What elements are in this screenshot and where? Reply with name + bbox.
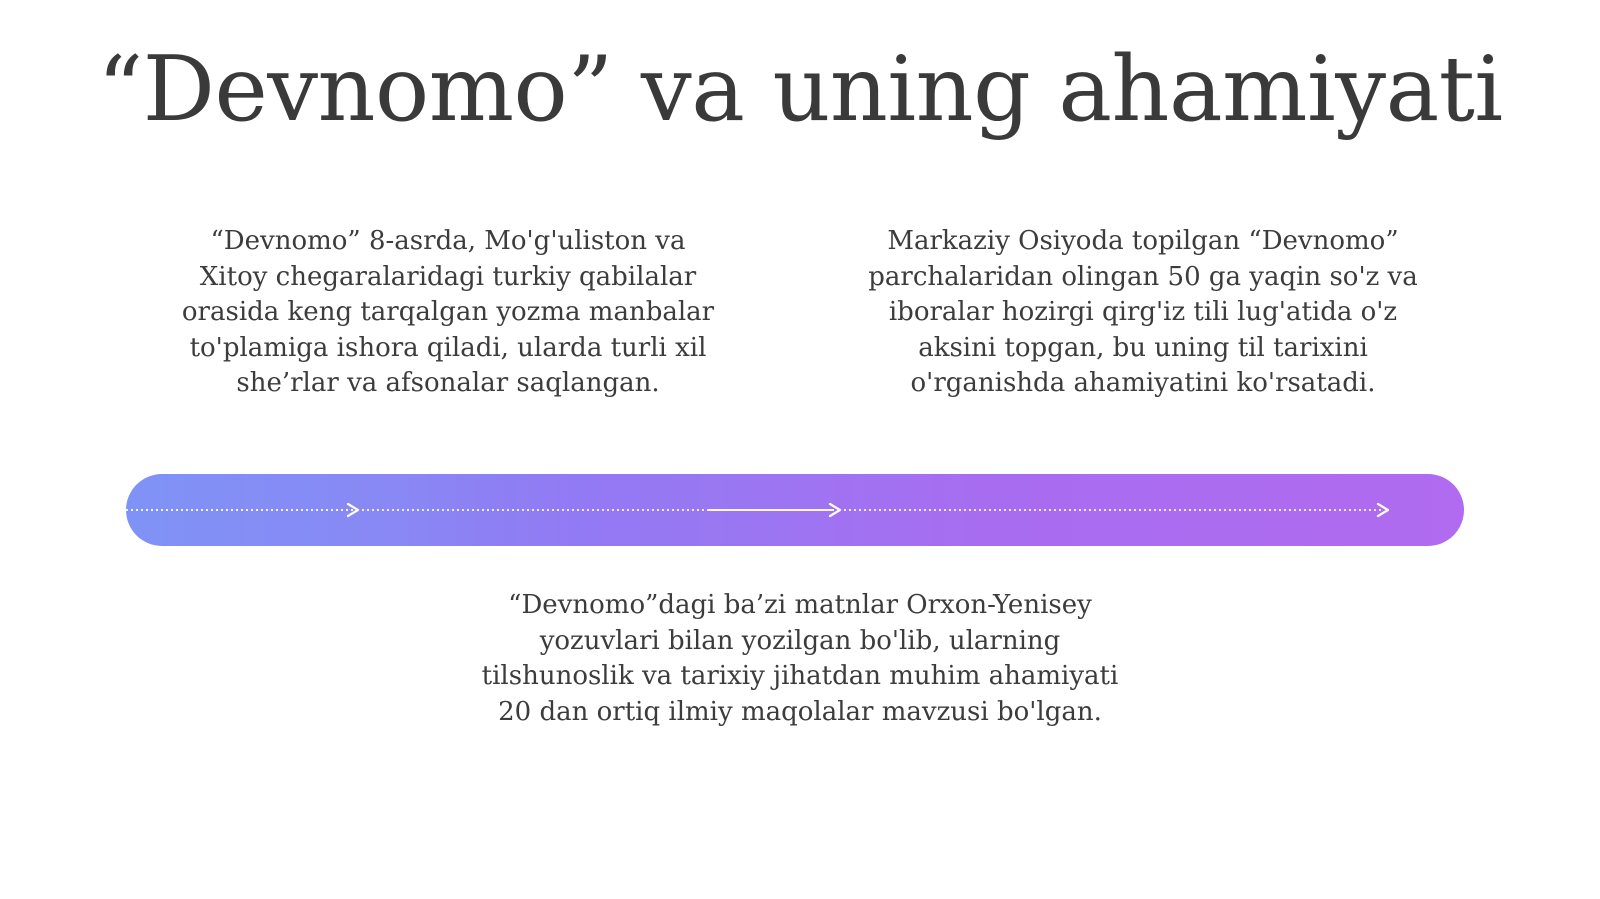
right-text-block: Markaziy Osiyoda topilgan “Devnomo” parchalaridan olingan 50 ga yaqin so'z va iboralar hozirgi qirg'iz tili lug'atida o'z aksini topgan, bu uning til tarixini o'rganishda ahamiyatini ko'rsatadi.: [868, 226, 1418, 398]
timeline-arrows: [126, 474, 1464, 546]
timeline-bar: [126, 474, 1464, 546]
left-text-block: “Devnomo” 8-asrda, Mo'g'uliston va Xitoy chegaralaridagi turkiy qabilalar orasida keng tarqalgan yozma manbalar to'plamiga ishora qiladi, ularda turli xil she’rlar va afsonalar saqlangan.: [181, 226, 715, 398]
bottom-text-block: “Devnomo”dagi ba’zi matnlar Orxon-Yenisey yozuvlari bilan yozilgan bo'lib, ularning tilshunoslik va tarixiy jihatdan muhim ahamiyati 20 dan ortiq ilmiy maqolalar mavzusi bo'lgan.: [481, 590, 1119, 727]
slide-title: “Devnomo” va uning ahamiyati: [97, 37, 1503, 142]
